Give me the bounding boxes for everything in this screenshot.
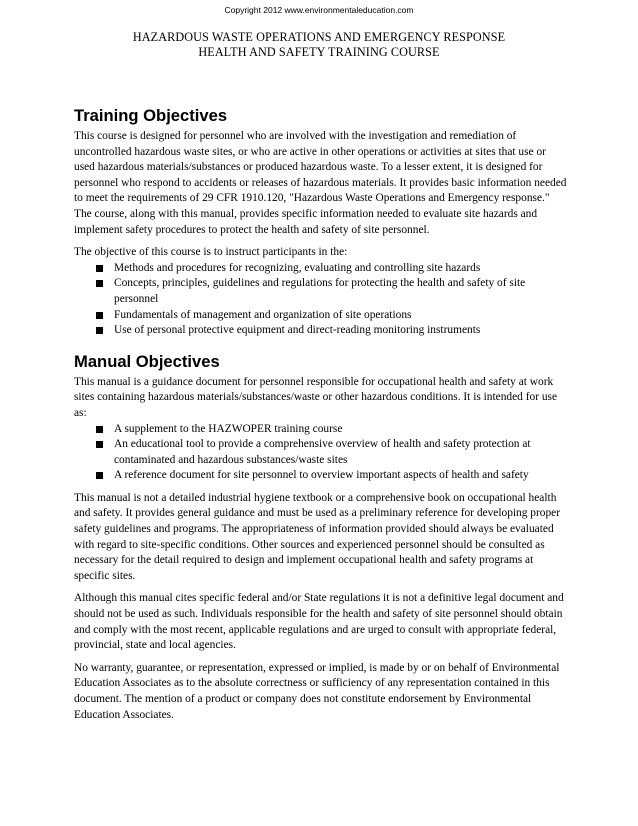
training-objectives-section [74, 106, 568, 339]
copyright-notice: Copyright 2012 www.environmentaleducation.com [224, 5, 414, 15]
document-title-line-1: HAZARDOUS WASTE OPERATIONS AND EMERGENCY RESPONSE [132, 30, 506, 44]
list-item [96, 468, 568, 484]
square-bullet-icon [96, 312, 103, 319]
manual-paragraph-3: Although this manual cites specific federal and/or State regulations it is not a definitive legal document and should not be used as such. Individuals responsible for the health and safety of site personnel should obtain and comply with the most recent, applicable regulations and are urged to consult with appropriate federal, provincial, state and local agencies. [74, 592, 564, 652]
manual-objectives-section [74, 352, 568, 723]
training-paragraph-2: The objective of this course is to instruct participants in the: [74, 246, 348, 259]
list-item-text: Concepts, principles, guidelines and regulations for protecting the health and safety of site personnel [114, 277, 526, 305]
manual-paragraph-2: This manual is not a detailed industrial hygiene textbook or a comprehensive book on occupational health and safety. It provides general guidance and must be used as a preliminary reference for developing proper safety guidelines and programs. The appropriateness of information provided should always be evaluated with regard to site-specific conditions. Other sources and experienced personnel should be consulted as necessary for the detail required to design and implement occupational health and safety programs at specific sites. [74, 491, 561, 582]
document-title [0, 30, 638, 60]
list-item [96, 323, 568, 339]
list-item-text: Use of personal protective equipment and direct-reading monitoring instruments [114, 324, 481, 337]
manual-paragraph-4: No warranty, guarantee, or representation, expressed or implied, is made by or on behalf of Environmental Education Associates as to the absolute correctness or sufficiency of any representation contained in this document. The mention of a product or company does not constitute endorsement by Environmental Education Associates. [74, 661, 560, 721]
training-bullet-list [74, 261, 568, 339]
list-item [96, 437, 568, 468]
manual-paragraph-1: This manual is a guidance document for personnel responsible for occupational health and safety at work sites containing hazardous materials/substances/waste or other hazardous conditions. It is intended for use as: [74, 375, 558, 419]
list-item-text: A supplement to the HAZWOPER training course [114, 422, 343, 435]
square-bullet-icon [96, 441, 103, 448]
training-objectives-heading: Training Objectives [74, 106, 228, 125]
manual-objectives-heading: Manual Objectives [74, 351, 220, 371]
list-item-text: Fundamentals of management and organization of site operations [114, 308, 412, 321]
square-bullet-icon [96, 280, 103, 287]
document-body [74, 106, 568, 723]
square-bullet-icon [96, 265, 103, 272]
list-item [96, 308, 568, 324]
square-bullet-icon [96, 472, 103, 479]
square-bullet-icon [96, 327, 103, 334]
list-item-text: An educational tool to provide a comprehensive overview of health and safety protection at contaminated and hazardous substances/waste sites [114, 438, 531, 466]
list-item-text: Methods and procedures for recognizing, evaluating and controlling site hazards [114, 261, 481, 274]
manual-bullet-list [74, 422, 568, 484]
square-bullet-icon [96, 426, 103, 433]
list-item [96, 422, 568, 438]
list-item-text: A reference document for site personnel to overview important aspects of health and safety [114, 469, 529, 482]
list-item [96, 261, 568, 277]
document-title-line-2: HEALTH AND SAFETY TRAINING COURSE [198, 45, 440, 59]
training-paragraph-1: This course is designed for personnel who are involved with the investigation and remediation of uncontrolled hazardous waste sites, or who are active in other operations or activities at sites that use or used hazardous materials/substances or produced hazardous waste. To a lesser extent, it is designed for personnel who respond to accidents or releases of hazardous materials. It provides basic information needed to meet the requirements of 29 CFR 1910.120, "Hazardous Waste Operations and Emergency response." The course, along with this manual, provides specific information needed to evaluate site hazards and implement safety procedures to protect the health and safety of site personnel. [74, 130, 567, 236]
list-item [96, 276, 568, 307]
